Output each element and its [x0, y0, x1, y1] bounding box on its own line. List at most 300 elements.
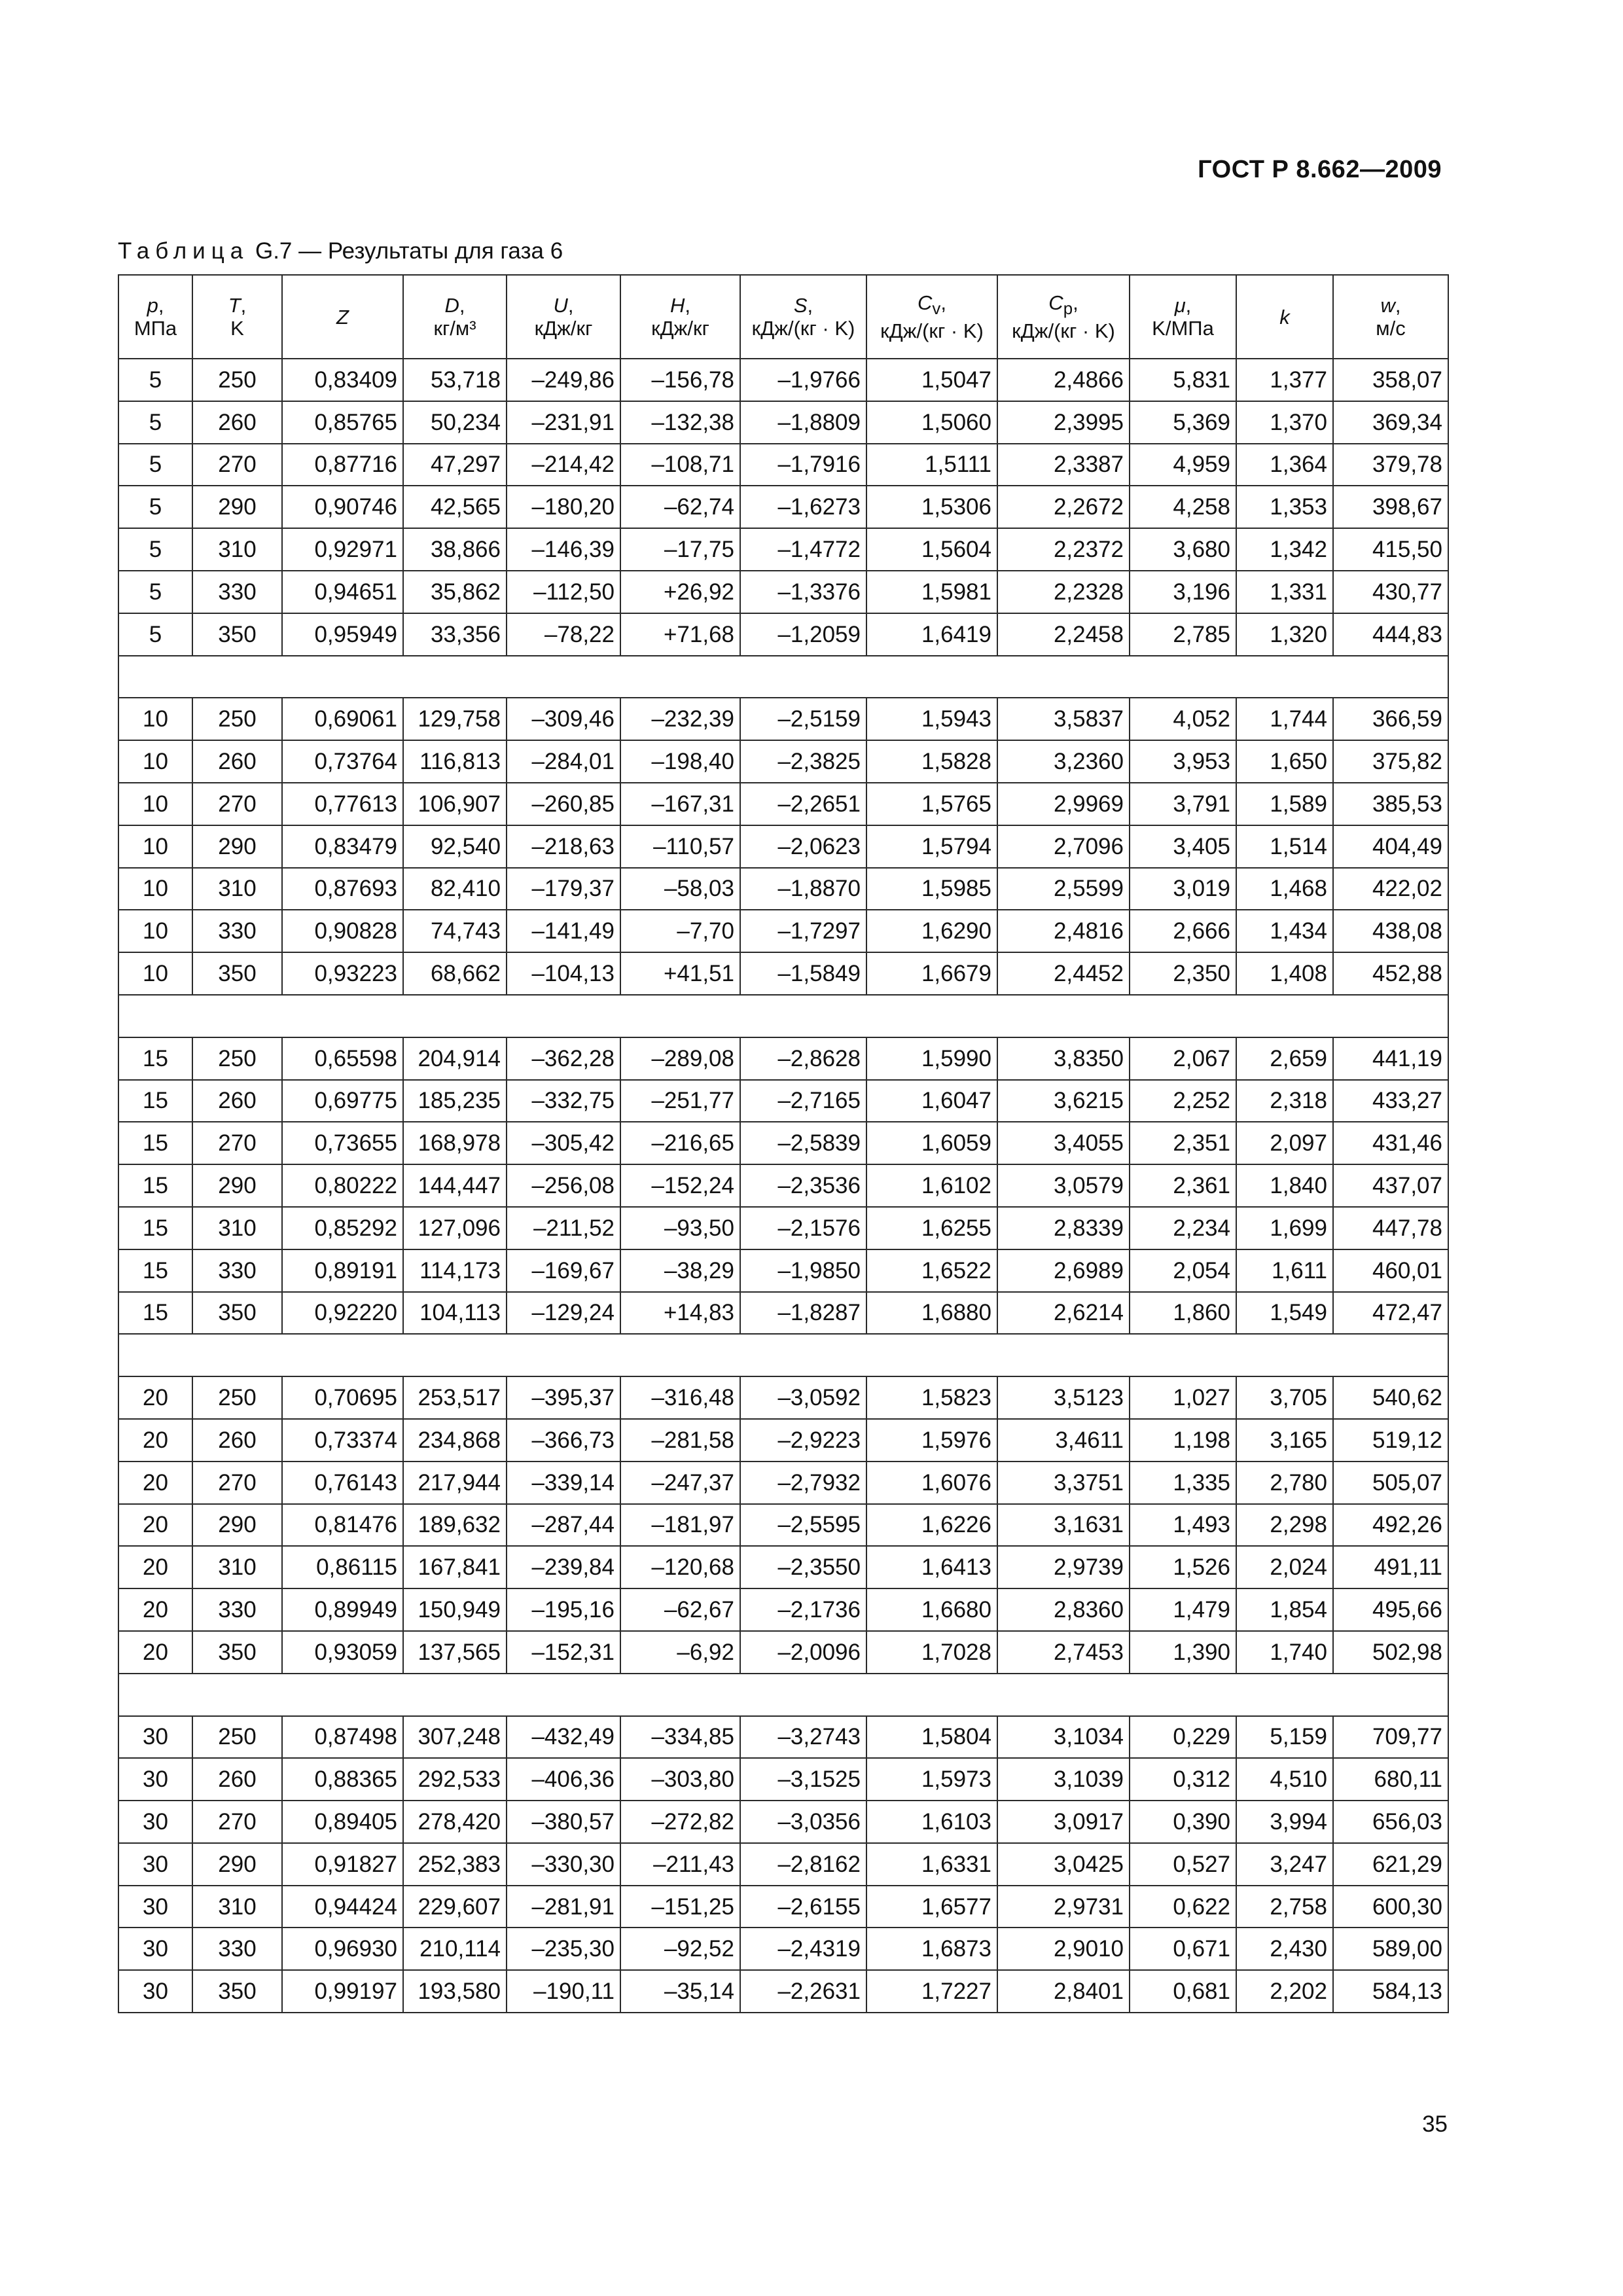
table-cell: 330	[192, 910, 282, 952]
table-cell: –216,65	[620, 1122, 740, 1164]
table-cell: –152,31	[507, 1631, 620, 1674]
table-cell: 2,054	[1130, 1249, 1236, 1292]
table-cell: 656,03	[1333, 1801, 1448, 1843]
table-row	[118, 910, 1448, 952]
table-cell: 0,95949	[282, 613, 403, 656]
table-cell: 1,468	[1236, 868, 1333, 910]
table-cell: 3,405	[1130, 825, 1236, 868]
table-row	[118, 1970, 1448, 2013]
table-cell: 1,5306	[866, 486, 997, 528]
table-cell: 3,953	[1130, 740, 1236, 783]
table-cell: 1,342	[1236, 528, 1333, 571]
table-cell: –334,85	[620, 1716, 740, 1759]
table-row	[118, 1801, 1448, 1843]
table-cell: 1,526	[1130, 1546, 1236, 1588]
table-cell: –3,0356	[740, 1801, 866, 1843]
table-cell: 492,26	[1333, 1504, 1448, 1547]
table-cell: –211,43	[620, 1843, 740, 1886]
table-cell: 437,07	[1333, 1164, 1448, 1207]
table-cell: –211,52	[507, 1207, 620, 1249]
table-cell: 0,73655	[282, 1122, 403, 1164]
table-row	[118, 1164, 1448, 1207]
table-cell: 2,758	[1236, 1886, 1333, 1928]
table-cell: 270	[192, 1122, 282, 1164]
table-cell: 0,671	[1130, 1928, 1236, 1970]
table-cell: 1,6076	[866, 1462, 997, 1504]
table-cell: 92,540	[403, 825, 507, 868]
table-cell: 2,8360	[997, 1588, 1130, 1631]
table-cell: 20	[118, 1588, 192, 1631]
table-cell: 1,5973	[866, 1758, 997, 1801]
table-cell: 2,4452	[997, 952, 1130, 995]
table-cell: 35,862	[403, 571, 507, 613]
table-cell: –1,3376	[740, 571, 866, 613]
table-cell: 250	[192, 1037, 282, 1080]
table-cell: 2,4866	[997, 359, 1130, 401]
table-cell: –362,28	[507, 1037, 620, 1080]
table-cell: 1,408	[1236, 952, 1333, 995]
table-cell: 1,5047	[866, 359, 997, 401]
table-cell: 472,47	[1333, 1292, 1448, 1335]
empty-cell	[118, 1334, 1448, 1376]
table-cell: 1,6102	[866, 1164, 997, 1207]
table-cell: 2,3995	[997, 401, 1130, 444]
table-cell: –339,14	[507, 1462, 620, 1504]
table-cell: 68,662	[403, 952, 507, 995]
table-cell: –332,75	[507, 1080, 620, 1122]
table-cell: 30	[118, 1758, 192, 1801]
table-cell: 1,5985	[866, 868, 997, 910]
table-cell: 2,8401	[997, 1970, 1130, 2013]
table-cell: 15	[118, 1037, 192, 1080]
table-cell: 129,758	[403, 698, 507, 740]
table-cell: 15	[118, 1122, 192, 1164]
empty-cell	[118, 1674, 1448, 1716]
table-cell: –92,52	[620, 1928, 740, 1970]
table-cell: 1,353	[1236, 486, 1333, 528]
table-cell: 505,07	[1333, 1462, 1448, 1504]
table-cell: –2,9223	[740, 1419, 866, 1462]
table-cell: –432,49	[507, 1716, 620, 1759]
column-header: $C_p$, кДж/(кг · K)	[997, 275, 1130, 359]
table-cell: 53,718	[403, 359, 507, 401]
table-cell: 10	[118, 952, 192, 995]
table-cell: 441,19	[1333, 1037, 1448, 1080]
table-cell: 3,5123	[997, 1376, 1130, 1419]
table-cell: 3,0425	[997, 1843, 1130, 1886]
table-cell: 422,02	[1333, 868, 1448, 910]
table-cell: –2,5839	[740, 1122, 866, 1164]
table-cell: 1,6059	[866, 1122, 997, 1164]
table-cell: 375,82	[1333, 740, 1448, 783]
table-row	[118, 1758, 1448, 1801]
table-cell: –2,5159	[740, 698, 866, 740]
table-cell: +71,68	[620, 613, 740, 656]
table-cell: +41,51	[620, 952, 740, 995]
table-cell: 1,650	[1236, 740, 1333, 783]
table-cell: –169,67	[507, 1249, 620, 1292]
table-head	[118, 275, 1448, 359]
table-cell: 0,88365	[282, 1758, 403, 1801]
table-cell: –58,03	[620, 868, 740, 910]
table-cell: 290	[192, 825, 282, 868]
empty-cell	[118, 656, 1448, 698]
table-cell: 290	[192, 1843, 282, 1886]
table-cell: 2,7096	[997, 825, 1130, 868]
table-cell: –1,7916	[740, 444, 866, 486]
table-cell: 5	[118, 401, 192, 444]
table-cell: 250	[192, 359, 282, 401]
table-body	[118, 359, 1448, 2013]
table-cell: –62,74	[620, 486, 740, 528]
table-cell: –146,39	[507, 528, 620, 571]
table-cell: 3,165	[1236, 1419, 1333, 1462]
group-separator-row	[118, 656, 1448, 698]
column-symbol: w	[1380, 294, 1395, 317]
column-unit: кДж/кг	[534, 317, 593, 340]
table-cell: 358,07	[1333, 359, 1448, 401]
table-cell: 10	[118, 740, 192, 783]
column-symbol: k	[1279, 305, 1290, 329]
column-unit: K/МПа	[1152, 317, 1214, 340]
table-cell: –316,48	[620, 1376, 740, 1419]
table-cell: 30	[118, 1928, 192, 1970]
table-cell: 2,5599	[997, 868, 1130, 910]
table-cell: –104,13	[507, 952, 620, 995]
table-cell: 0,85765	[282, 401, 403, 444]
table-row	[118, 1080, 1448, 1122]
table-cell: –108,71	[620, 444, 740, 486]
table-cell: –406,36	[507, 1758, 620, 1801]
table-row	[118, 1037, 1448, 1080]
table-cell: 3,019	[1130, 868, 1236, 910]
column-symbol: H	[669, 294, 685, 317]
column-unit: K	[230, 317, 244, 340]
table-cell: 1,331	[1236, 571, 1333, 613]
table-cell: –2,2651	[740, 783, 866, 825]
header-row	[118, 275, 1448, 359]
table-cell: 104,113	[403, 1292, 507, 1335]
table-cell: 350	[192, 1631, 282, 1674]
table-cell: 30	[118, 1716, 192, 1759]
table-cell: 150,949	[403, 1588, 507, 1631]
table-cell: –62,67	[620, 1588, 740, 1631]
table-cell: 3,247	[1236, 1843, 1333, 1886]
table-cell: –366,73	[507, 1419, 620, 1462]
table-cell: 1,589	[1236, 783, 1333, 825]
table-cell: 519,12	[1333, 1419, 1448, 1462]
table-cell: –1,8870	[740, 868, 866, 910]
table-cell: 2,2372	[997, 528, 1130, 571]
table-cell: 1,5823	[866, 1376, 997, 1419]
table-cell: –78,22	[507, 613, 620, 656]
table-cell: –309,46	[507, 698, 620, 740]
table-cell: 1,514	[1236, 825, 1333, 868]
table-cell: 350	[192, 613, 282, 656]
table-cell: 270	[192, 1462, 282, 1504]
table-cell: –129,24	[507, 1292, 620, 1335]
table-cell: –3,0592	[740, 1376, 866, 1419]
table-cell: 0,69775	[282, 1080, 403, 1122]
table-cell: 1,840	[1236, 1164, 1333, 1207]
table-cell: 0,85292	[282, 1207, 403, 1249]
table-cell: 229,607	[403, 1886, 507, 1928]
table-cell: 438,08	[1333, 910, 1448, 952]
table-cell: 290	[192, 486, 282, 528]
table-cell: 260	[192, 1758, 282, 1801]
table-cell: 3,3751	[997, 1462, 1130, 1504]
table-cell: –2,7932	[740, 1462, 866, 1504]
table-cell: +14,83	[620, 1292, 740, 1335]
table-cell: 379,78	[1333, 444, 1448, 486]
table-cell: 385,53	[1333, 783, 1448, 825]
column-symbol: p	[147, 294, 158, 317]
table-cell: 1,5943	[866, 698, 997, 740]
table-cell: –395,37	[507, 1376, 620, 1419]
table-cell: 15	[118, 1207, 192, 1249]
table-cell: –6,92	[620, 1631, 740, 1674]
table-cell: –195,16	[507, 1588, 620, 1631]
table-cell: 2,4816	[997, 910, 1130, 952]
table-cell: 260	[192, 740, 282, 783]
results-table	[118, 274, 1449, 2013]
table-cell: 1,7028	[866, 1631, 997, 1674]
table-cell: –1,5849	[740, 952, 866, 995]
table-cell: 250	[192, 1376, 282, 1419]
table-cell: 5	[118, 486, 192, 528]
table-cell: 2,350	[1130, 952, 1236, 995]
table-cell: 0,527	[1130, 1843, 1236, 1886]
table-cell: –2,0623	[740, 825, 866, 868]
table-cell: –3,2743	[740, 1716, 866, 1759]
table-cell: 0,89191	[282, 1249, 403, 1292]
table-cell: 189,632	[403, 1504, 507, 1547]
table-cell: 2,2672	[997, 486, 1130, 528]
table-cell: 1,5060	[866, 401, 997, 444]
table-cell: 0,73374	[282, 1419, 403, 1462]
table-cell: –281,58	[620, 1419, 740, 1462]
column-unit: кДж/(кг · K)	[751, 317, 855, 340]
table-cell: –3,1525	[740, 1758, 866, 1801]
table-cell: 3,791	[1130, 783, 1236, 825]
table-cell: –2,3550	[740, 1546, 866, 1588]
table-cell: –231,91	[507, 401, 620, 444]
table-row	[118, 613, 1448, 656]
table-cell: –214,42	[507, 444, 620, 486]
table-cell: 350	[192, 952, 282, 995]
table-cell: –7,70	[620, 910, 740, 952]
table-cell: –190,11	[507, 1970, 620, 2013]
table-cell: 5,369	[1130, 401, 1236, 444]
table-cell: 502,98	[1333, 1631, 1448, 1674]
table-cell: 2,2328	[997, 571, 1130, 613]
table-cell: 1,370	[1236, 401, 1333, 444]
table-cell: 0,622	[1130, 1886, 1236, 1928]
table-cell: 1,027	[1130, 1376, 1236, 1419]
table-cell: 0,77613	[282, 783, 403, 825]
column-header: H, кДж/кг	[620, 275, 740, 359]
table-cell: 0,83409	[282, 359, 403, 401]
table-cell: –2,2631	[740, 1970, 866, 2013]
table-cell: 15	[118, 1249, 192, 1292]
table-cell: 1,6047	[866, 1080, 997, 1122]
table-cell: 447,78	[1333, 1207, 1448, 1249]
table-cell: 168,978	[403, 1122, 507, 1164]
table-cell: 1,434	[1236, 910, 1333, 952]
table-cell: –120,68	[620, 1546, 740, 1588]
table-cell: 2,202	[1236, 1970, 1333, 2013]
table-cell: 2,351	[1130, 1122, 1236, 1164]
table-cell: 2,252	[1130, 1080, 1236, 1122]
table-cell: 20	[118, 1546, 192, 1588]
table-cell: 1,335	[1130, 1462, 1236, 1504]
table-cell: 330	[192, 1928, 282, 1970]
table-cell: 5,831	[1130, 359, 1236, 401]
table-cell: 20	[118, 1419, 192, 1462]
table-row	[118, 1546, 1448, 1588]
table-cell: 234,868	[403, 1419, 507, 1462]
table-cell: 217,944	[403, 1462, 507, 1504]
table-cell: –35,14	[620, 1970, 740, 2013]
table-cell: –2,8628	[740, 1037, 866, 1080]
table-cell: 0,229	[1130, 1716, 1236, 1759]
table-cell: 1,6880	[866, 1292, 997, 1335]
table-cell: 0,94651	[282, 571, 403, 613]
table-cell: –380,57	[507, 1801, 620, 1843]
column-symbol: μ	[1174, 294, 1186, 317]
table-cell: 415,50	[1333, 528, 1448, 571]
table-cell: 30	[118, 1801, 192, 1843]
table-row	[118, 1376, 1448, 1419]
table-row	[118, 1504, 1448, 1547]
table-cell: 4,258	[1130, 486, 1236, 528]
table-row	[118, 1207, 1448, 1249]
table-cell: –2,6155	[740, 1886, 866, 1928]
table-cell: –151,25	[620, 1886, 740, 1928]
table-cell: –112,50	[507, 571, 620, 613]
table-cell: –2,3825	[740, 740, 866, 783]
table-cell: –38,29	[620, 1249, 740, 1292]
table-cell: 10	[118, 825, 192, 868]
column-symbol: U	[553, 294, 568, 317]
table-cell: –167,31	[620, 783, 740, 825]
table-caption-text: G.7 — Результаты для газа 6	[255, 238, 563, 264]
table-cell: 1,198	[1130, 1419, 1236, 1462]
table-cell: 1,377	[1236, 359, 1333, 401]
table-cell: 1,5794	[866, 825, 997, 868]
column-subscript: p	[1063, 300, 1073, 319]
table-cell: 2,361	[1130, 1164, 1236, 1207]
table-cell: –141,49	[507, 910, 620, 952]
table-row	[118, 1588, 1448, 1631]
table-cell: 50,234	[403, 401, 507, 444]
table-cell: 3,0579	[997, 1164, 1130, 1207]
table-cell: 1,6226	[866, 1504, 997, 1547]
table-cell: 1,744	[1236, 698, 1333, 740]
table-cell: 2,097	[1236, 1122, 1333, 1164]
table-cell: 116,813	[403, 740, 507, 783]
group-separator-row	[118, 1334, 1448, 1376]
table-row	[118, 1462, 1448, 1504]
table-cell: 2,8339	[997, 1207, 1130, 1249]
table-cell: 2,024	[1236, 1546, 1333, 1588]
table-cell: 1,611	[1236, 1249, 1333, 1292]
table-cell: 1,549	[1236, 1292, 1333, 1335]
column-header: w, м/с	[1333, 275, 1448, 359]
table-row	[118, 1631, 1448, 1674]
table-cell: 307,248	[403, 1716, 507, 1759]
table-cell: 0,681	[1130, 1970, 1236, 2013]
table-cell: 1,6873	[866, 1928, 997, 1970]
table-cell: +26,92	[620, 571, 740, 613]
table-cell: 0,81476	[282, 1504, 403, 1547]
table-cell: 0,312	[1130, 1758, 1236, 1801]
table-cell: 2,7453	[997, 1631, 1130, 1674]
table-cell: 0,92220	[282, 1292, 403, 1335]
table-cell: 1,6413	[866, 1546, 997, 1588]
table-cell: 38,866	[403, 528, 507, 571]
column-header: T, K	[192, 275, 282, 359]
table-cell: 252,383	[403, 1843, 507, 1886]
table-cell: 1,854	[1236, 1588, 1333, 1631]
table-cell: 250	[192, 698, 282, 740]
table-cell: 2,234	[1130, 1207, 1236, 1249]
table-cell: 1,5765	[866, 783, 997, 825]
table-cell: 193,580	[403, 1970, 507, 2013]
table-cell: 260	[192, 401, 282, 444]
table-cell: –287,44	[507, 1504, 620, 1547]
table-cell: 5	[118, 528, 192, 571]
table-cell: 185,235	[403, 1080, 507, 1122]
table-cell: 3,196	[1130, 571, 1236, 613]
column-unit: кДж/(кг · K)	[880, 319, 984, 342]
table-cell: 310	[192, 1546, 282, 1588]
column-unit: м/с	[1376, 317, 1406, 340]
table-cell: 1,6419	[866, 613, 997, 656]
table-row	[118, 571, 1448, 613]
table-row	[118, 1249, 1448, 1292]
table-cell: 2,6214	[997, 1292, 1130, 1335]
table-cell: –179,37	[507, 868, 620, 910]
table-row	[118, 740, 1448, 783]
table-row	[118, 444, 1448, 486]
table-cell: –284,01	[507, 740, 620, 783]
table-row	[118, 1292, 1448, 1335]
table-cell: –1,8809	[740, 401, 866, 444]
table-row	[118, 783, 1448, 825]
table-cell: 2,318	[1236, 1080, 1333, 1122]
table-cell: 292,533	[403, 1758, 507, 1801]
table-cell: 5	[118, 571, 192, 613]
table-cell: 250	[192, 1716, 282, 1759]
empty-cell	[118, 995, 1448, 1037]
table-row	[118, 401, 1448, 444]
column-unit: кг/м³	[433, 317, 476, 340]
table-cell: 1,6577	[866, 1886, 997, 1928]
table-cell: –235,30	[507, 1928, 620, 1970]
table-cell: 30	[118, 1970, 192, 2013]
table-cell: 0,73764	[282, 740, 403, 783]
table-cell: 15	[118, 1292, 192, 1335]
table-cell: –1,9850	[740, 1249, 866, 1292]
table-cell: 3,1039	[997, 1758, 1130, 1801]
table-cell: 210,114	[403, 1928, 507, 1970]
table-cell: 5	[118, 444, 192, 486]
table-cell: 20	[118, 1376, 192, 1419]
table-cell: 260	[192, 1419, 282, 1462]
column-symbol: D	[444, 294, 459, 317]
table-cell: 290	[192, 1164, 282, 1207]
